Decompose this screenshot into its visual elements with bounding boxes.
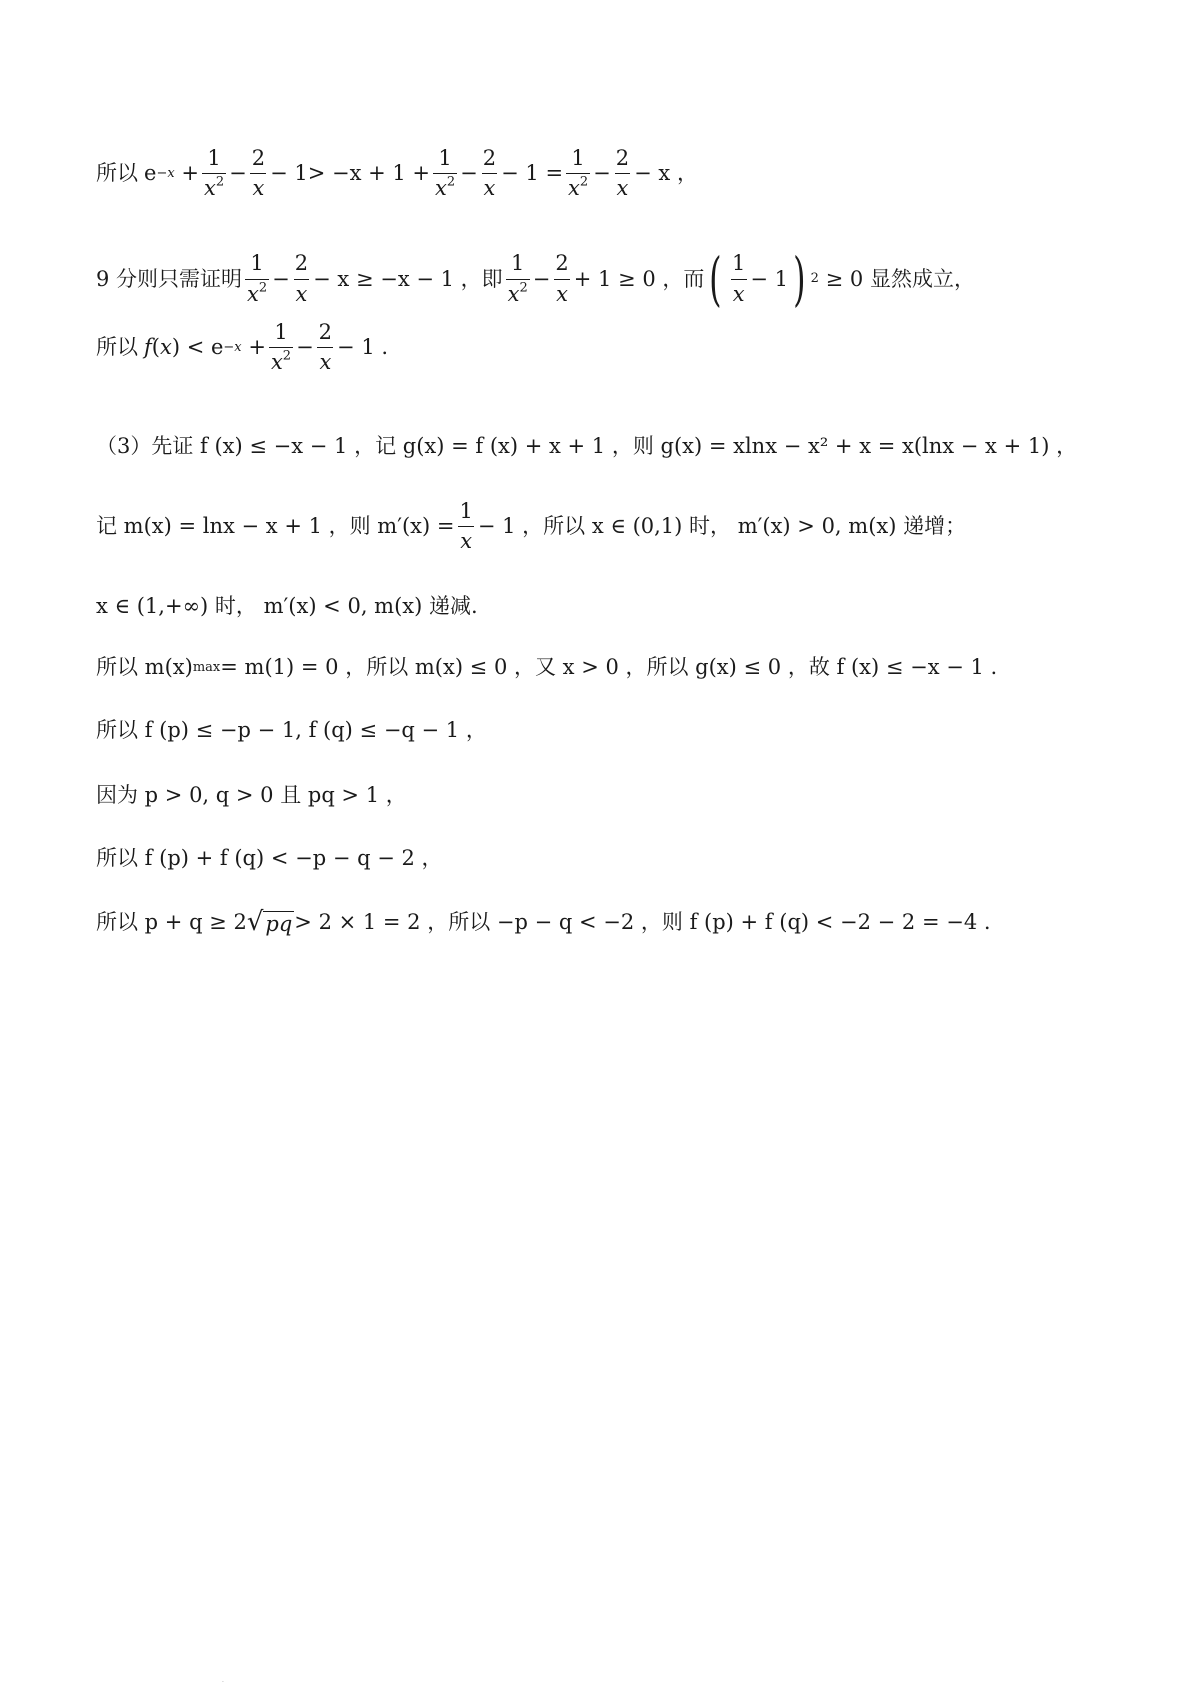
fraction-two-over-x: $\frac{2}{x}$ <box>615 146 630 201</box>
proof-line-11: 所以 p + q ≥ 2 √ pq > 2 × 1 = 2 ，所以 −p − q < −2 ，则 f (p) + f (q) < −2 − 2 = −4 . <box>96 907 991 937</box>
relation-text: > −x + 1 + <box>307 161 431 186</box>
text-prefix: 记 m(x) = lnx − x + 1 ，则 m′(x) = <box>96 514 455 539</box>
fraction-one-over-x-squared: $\frac{1}{x^2}$ <box>568 146 589 201</box>
fraction-two-over-x: $\frac{2}{x}$ <box>294 251 309 306</box>
text-prefix: 所以 p + q ≥ 2 <box>96 909 247 934</box>
proof-line-3: 所以 f (x) < e −x + $\frac{1}{x^2}$ − $\frac{2}{x}$ − 1 . <box>96 320 389 375</box>
text-prefix: 所以 m(x) <box>96 655 193 679</box>
fraction-one-over-x-squared: $\frac{1}{x^2}$ <box>247 251 268 306</box>
fraction-two-over-x: $\frac{2}{x}$ <box>555 251 569 306</box>
fraction-one-over-x-squared: $\frac{1}{x^2}$ <box>435 146 456 201</box>
proof-line-7: 所以 m(x) max = m(1) = 0 ，所以 m(x) ≤ 0 ，又 x > 0 ，所以 g(x) ≤ 0 ，故 f (x) ≤ −x − 1 . <box>96 655 998 679</box>
proof-line-10: 所以 f (p) + f (q) < −p − q − 2 ， <box>96 846 443 870</box>
text-prefix: 9 分则只需证明 <box>96 266 243 291</box>
proof-line-5: 记 m(x) = lnx − x + 1 ，则 m′(x) = $\frac{1}{x}$ − 1 ，所以 x ∈ (0,1) 时， m′(x) > 0, m(x) 递增； <box>96 499 967 554</box>
proof-line-6: x ∈ (1,+∞) 时， m′(x) < 0, m(x) 递减. <box>96 594 478 618</box>
fraction-two-over-x: $\frac{2}{x}$ <box>482 146 497 201</box>
fraction-one-over-x-squared: $\frac{1}{x^2}$ <box>507 251 528 306</box>
page-mark: · <box>222 1679 224 1686</box>
fraction-two-over-x: $\frac{2}{x}$ <box>318 320 333 375</box>
fraction-one-over-x-squared: $\frac{1}{x^2}$ <box>270 320 292 375</box>
fraction-one-over-x: $\frac{1}{x}$ <box>732 251 746 306</box>
proof-line-9: 因为 p > 0, q > 0 且 pq > 1 ， <box>96 783 407 807</box>
fraction-one-over-x-squared: $\frac{1}{x^2}$ <box>203 146 225 201</box>
proof-line-4: （3）先证 f (x) ≤ −x − 1 ，记 g(x) = f (x) + x + 1 ，则 g(x) = xlnx − x² + x = x(lnx − x + 1) ， <box>96 434 1078 458</box>
text-prefix: 所以 <box>96 161 138 186</box>
proof-line-8: 所以 f (p) ≤ −p − 1, f (q) ≤ −q − 1 ， <box>96 718 487 742</box>
square-root: √ pq <box>246 907 293 937</box>
text-prefix: 所以 <box>96 335 138 360</box>
proof-line-2: 9 分则只需证明 $\frac{1}{x^2}$ − $\frac{2}{x}$ − x ≥ −x − 1 ，即 $\frac{1}{x^2}$ − $\frac{2}{x}$ + 1 ≥ 0 ，而 ( $\frac{1}{x}$ − 1 ) 2 ≥ 0 显然成立， <box>96 245 975 313</box>
fraction-one-over-x: $\frac{1}{x}$ <box>459 499 473 554</box>
fraction-two-over-x: $\frac{2}{x}$ <box>251 146 266 201</box>
proof-line-1: 所以 e −x + $\frac{1}{x^2}$ − $\frac{2}{x}$ − 1 > −x + 1 + $\frac{1}{x^2}$ − $\frac{2}{x}$ − 1 = $\frac{1}{x^2}$ − $\frac{2}{x}$ − x ， <box>96 146 698 201</box>
right-paren: ) <box>793 245 806 313</box>
left-paren: ( <box>709 245 722 313</box>
